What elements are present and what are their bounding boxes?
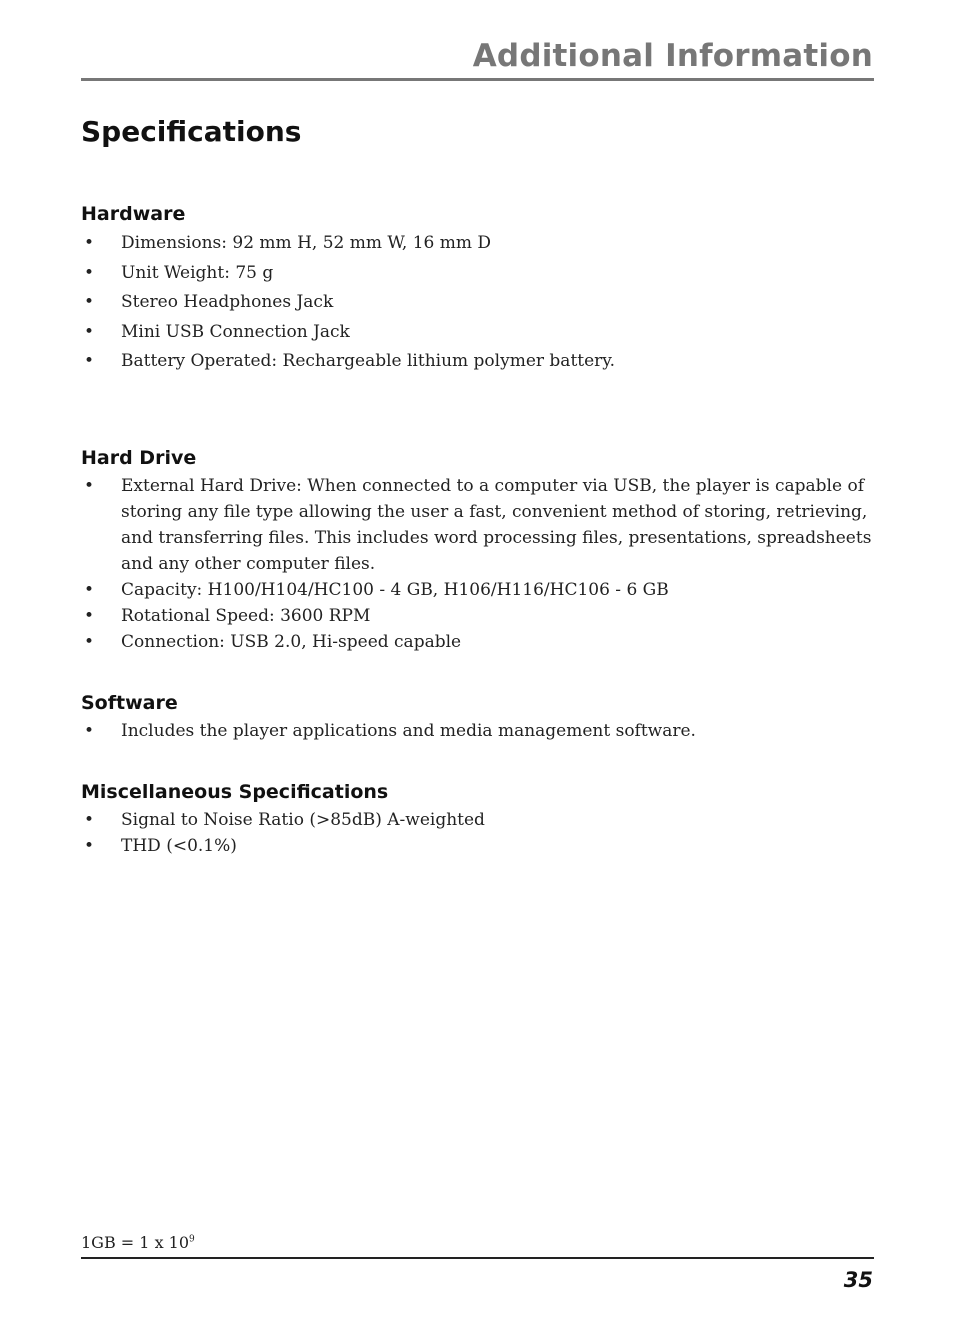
list-item: • Capacity: H100/H104/HC100 - 4 GB, H106/H116/HC106 - 6 GB — [81, 577, 874, 603]
list-item: • Stereo Headphones Jack — [81, 288, 874, 318]
list-item: • External Hard Drive: When connected to a computer via USB, the player is capable of storing any file type allowing the user a fast, convenient method of storing, retrieving, and transferring files. This includes word processing files, presentations, spreadsheets and any other computer files. — [81, 473, 874, 577]
bullet-list — [81, 473, 874, 655]
footnote-exponent: 9 — [189, 1234, 195, 1245]
section-heading: Hard Drive — [81, 447, 197, 469]
footnote — [81, 1233, 195, 1252]
list-item: • Battery Operated: Rechargeable lithium polymer battery. — [81, 347, 874, 377]
list-item: • Signal to Noise Ratio (>85dB) A-weighted — [81, 807, 874, 833]
list-item: • Connection: USB 2.0, Hi-speed capable — [81, 629, 874, 655]
hard-drive-section — [81, 447, 874, 655]
footnote-text: 1GB = 1 x 10 — [81, 1233, 190, 1252]
bullet-list — [81, 229, 874, 377]
list-item: • Dimensions: 92 mm H, 52 mm W, 16 mm D — [81, 229, 874, 259]
list-item: • THD (<0.1%) — [81, 833, 874, 859]
section-heading: Hardware — [81, 203, 186, 225]
section-heading: Miscellaneous Specifications — [81, 781, 389, 803]
list-item: • Includes the player applications and media management software. — [81, 718, 874, 744]
bullet-list — [81, 718, 874, 744]
section-header-title: Additional Information — [472, 38, 873, 74]
software-section — [81, 692, 874, 744]
page-title: Specifications — [81, 115, 302, 148]
hardware-section — [81, 203, 874, 377]
misc-specifications-section — [81, 781, 874, 859]
list-item: • Rotational Speed: 3600 RPM — [81, 603, 874, 629]
footer-divider — [81, 1257, 874, 1259]
list-item: • Unit Weight: 75 g — [81, 259, 874, 289]
header-divider — [81, 78, 874, 81]
page-number: 35 — [843, 1268, 873, 1292]
section-heading: Software — [81, 692, 178, 714]
bullet-list — [81, 807, 874, 859]
list-item: • Mini USB Connection Jack — [81, 318, 874, 348]
